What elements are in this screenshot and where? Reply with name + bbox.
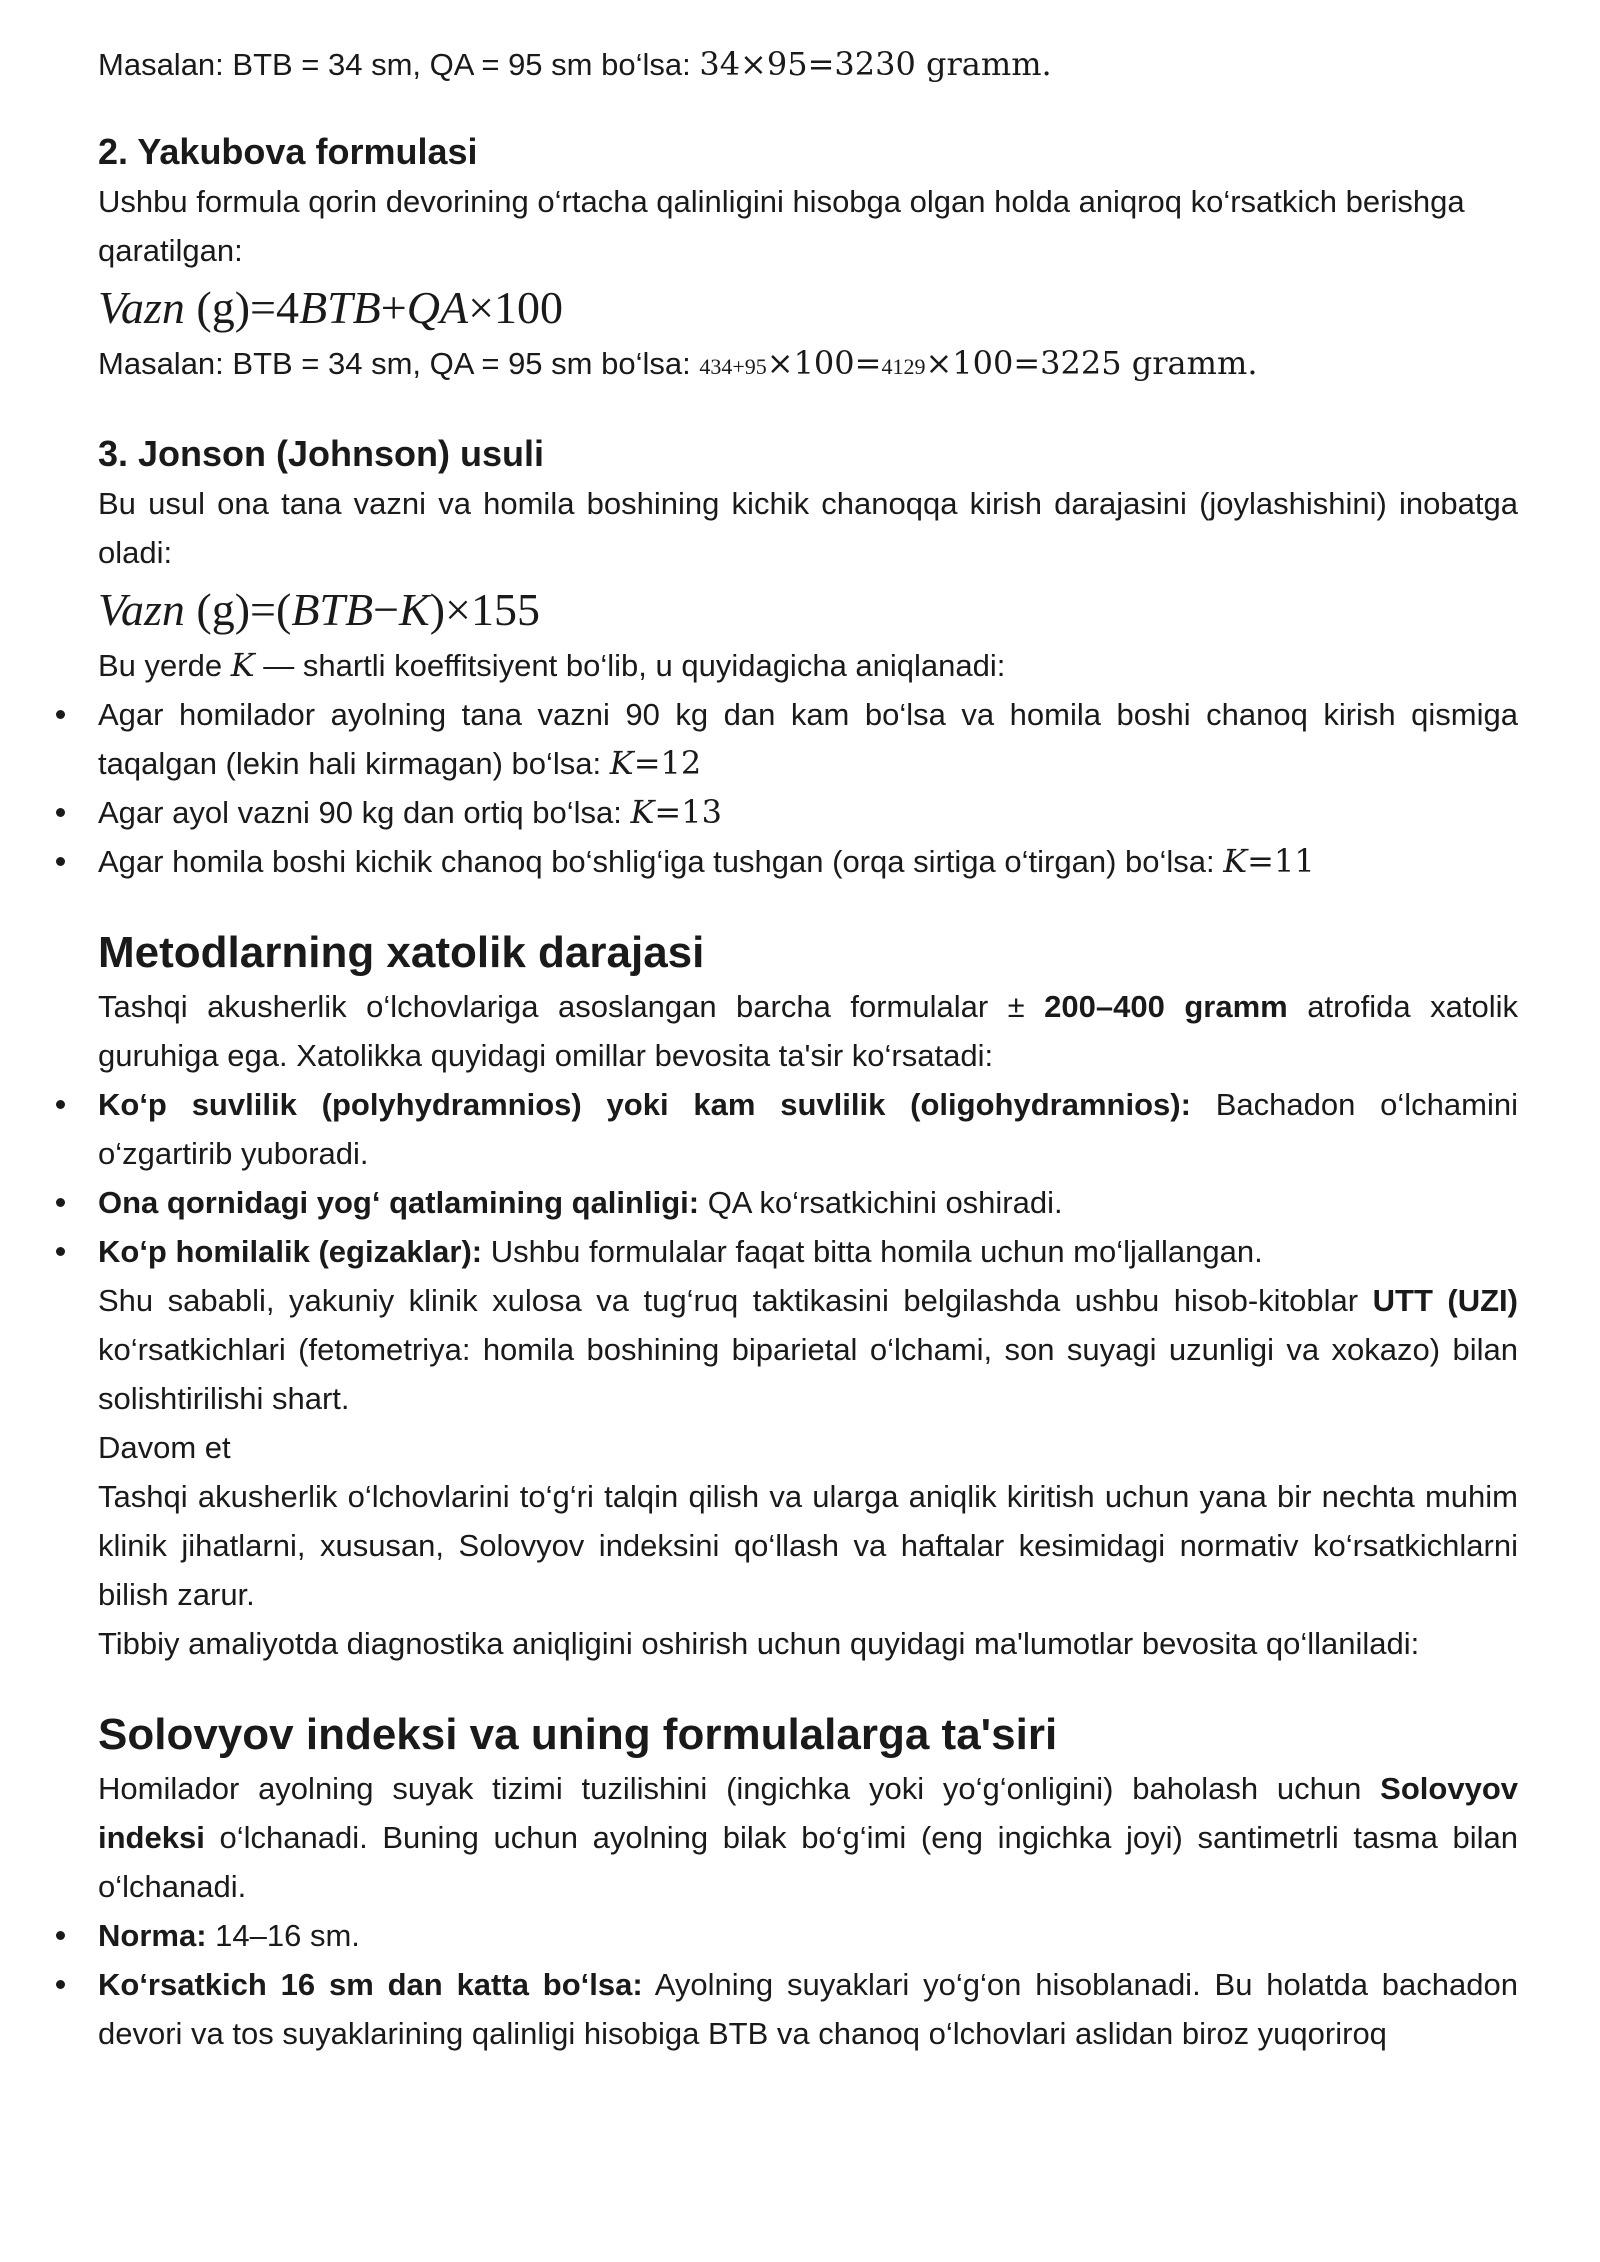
example-text: Masalan: BTB = 34 sm, QA = 95 sm bo‘lsa: — [98, 47, 700, 82]
yakubova-formula: Vazn (g)=4BTB+QA×100 — [98, 282, 564, 333]
list-item: Norma: 14–16 sm. — [98, 1911, 1518, 1960]
jonson-intro: Bu usul ona tana vazni va homila boshining kichik chanoqqa kirish darajasini (joylashishini) inobatga oladi: — [98, 486, 1518, 570]
davom-et: Davom et — [98, 1430, 231, 1465]
heading-jonson: 3. Jonson (Johnson) usuli — [98, 433, 545, 474]
list-item: Agar ayol vazni 90 kg dan ortiq bo‘lsa: K=13 — [98, 788, 1518, 837]
list-item: Ko‘p suvlilik (polyhydramnios) yoki kam suvlilik (oligohydramnios): Bachadon o‘lchamini o‘zgartirib yuboradi. — [98, 1080, 1518, 1178]
xatolik-para2: Tashqi akusherlik o‘lchovlarini to‘g‘ri talqin qilish va ularga aniqlik kiritish uchun yana bir nechta muhim klinik jihatlarni, xususan, Solovyov indeksini qo‘llash va haftalar kesimidagi normativ ko‘rsatkichlarni bilish zarur. — [98, 1479, 1518, 1612]
yakubova-intro: Ushbu formula qorin devorining o‘rtacha qalinligini hisobga olgan holda aniqroq ko‘rsatkich berishga qaratilgan: — [98, 184, 1465, 268]
xatolik-conclusion: Shu sababli, yakuniy klinik xulosa va tug‘ruq taktikasini belgilashda ushbu hisob-kitoblar UTT (UZI) ko‘rsatkichlari (fetometriya: homila boshining biparietal o‘lchami, son suyagi uzunligi va xokazo) bilan solishtirilishi shart. — [98, 1283, 1518, 1416]
jonson-formula: Vazn (g)=(BTB−K)×155 — [98, 584, 540, 635]
document-page — [98, 40, 1518, 2058]
solovyov-list — [98, 1911, 1518, 2058]
list-item: Ona qornidagi yog‘ qatlamining qalinligi: QA ko‘rsatkichini oshiradi. — [98, 1178, 1518, 1227]
heading-solovyov: Solovyov indeksi va uning formulalarga ta'siri — [98, 1710, 1058, 1759]
list-item: Agar homila boshi kichik chanoq bo‘shlig‘iga tushgan (orqa sirtiga o‘tirgan) bo‘lsa: K=11 — [98, 837, 1518, 886]
list-item: Ko‘rsatkich 16 sm dan katta bo‘lsa: Ayolning suyaklari yo‘g‘on hisoblanadi. Bu holatda bachadon devori va tos suyaklarining qalinligi hisobiga BTB va chanoq o‘lchovlari aslidan biroz yuqoriroq — [98, 1960, 1518, 2058]
xatolik-intro: Tashqi akusherlik o‘lchovlariga asoslangan barcha formulalar ± 200–400 gramm atrofida xatolik guruhiga ega. Xatolikka quyidagi omillar bevosita ta'sir ko‘rsatadi: — [98, 989, 1518, 1073]
example-math: 34×95=3230 gramm. — [699, 45, 1052, 83]
example-line-1 — [98, 40, 1518, 89]
jonson-k-definition: Bu yerde K — shartli koeffitsiyent bo‘lib, u quyidagicha aniqlanadi: — [98, 646, 1006, 684]
solovyov-intro: Homilador ayolning suyak tizimi tuzilishini (ingichka yoki yo‘g‘onligini) baholash uchun Solovyov indeksi o‘lchanadi. Buning uchun ayolning bilak bo‘g‘imi (eng ingichka joyi) santimetrli tasma bilan o‘lchanadi. — [98, 1771, 1518, 1904]
list-item: Ko‘p homilalik (egizaklar): Ushbu formulalar faqat bitta homila uchun mo‘ljallangan. — [98, 1227, 1518, 1276]
heading-xatolik: Metodlarning xatolik darajasi — [98, 928, 705, 977]
jonson-list — [98, 690, 1518, 886]
xatolik-list — [98, 1080, 1518, 1276]
xatolik-para3: Tibbiy amaliyotda diagnostika aniqligini oshirish uchun quyidagi ma'lumotlar bevosita qo‘llaniladi: — [98, 1626, 1420, 1661]
yakubova-example: Masalan: BTB = 34 sm, QA = 95 sm bo‘lsa: 434+95×100=4129×100=3225 gramm. — [98, 344, 1258, 382]
heading-yakubova: 2. Yakubova formulasi — [98, 131, 478, 172]
list-item: Agar homilador ayolning tana vazni 90 kg dan kam bo‘lsa va homila boshi chanoq kirish qismiga taqalgan (lekin hali kirmagan) bo‘lsa: K=12 — [98, 690, 1518, 788]
